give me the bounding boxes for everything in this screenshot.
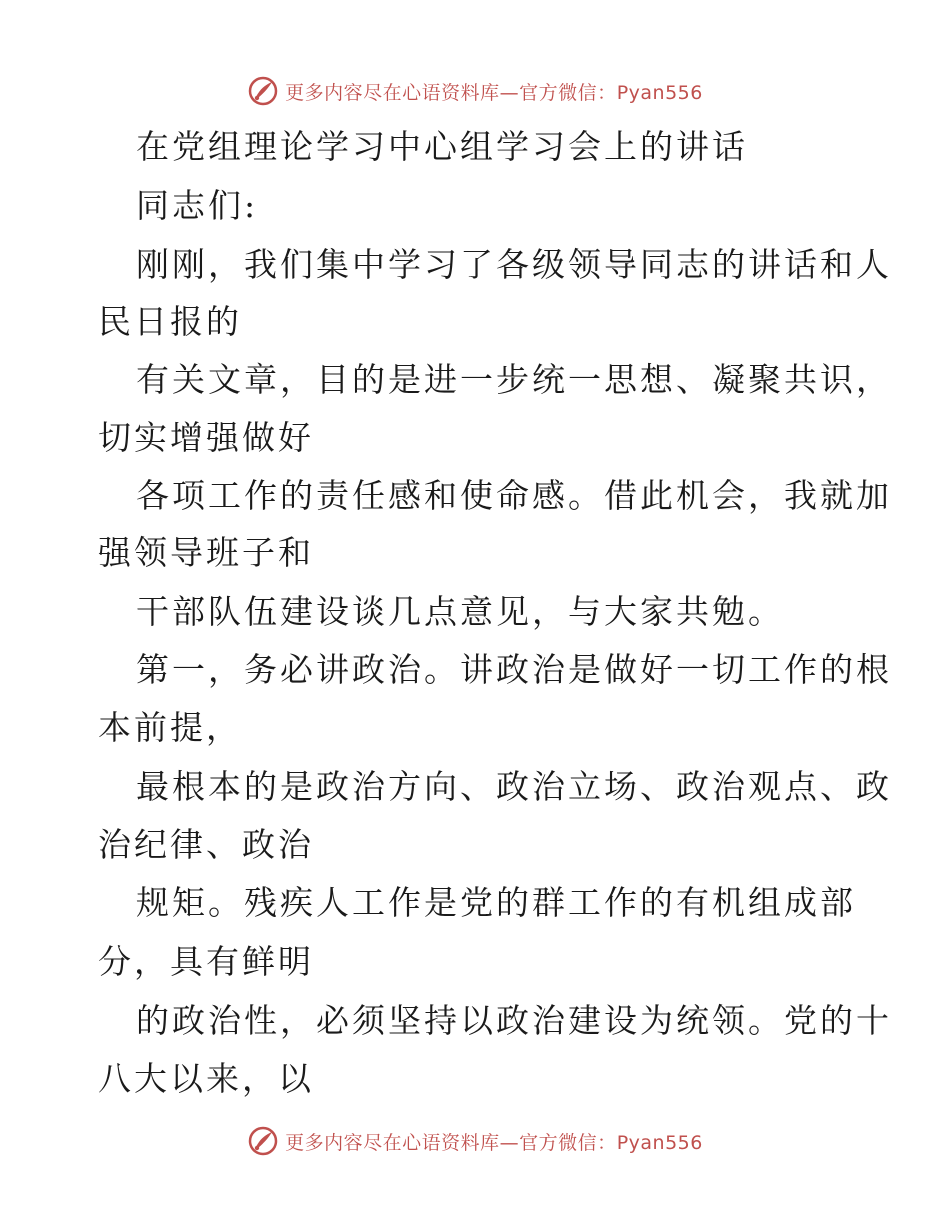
- watermark-site: 更多内容尽在心语资料库: [285, 1131, 500, 1154]
- paragraph-line: 有关文章，目的是进一步统一思想、凝聚共识，: [136, 360, 892, 399]
- watermark-text: [285, 1128, 703, 1155]
- paragraph-line: 最根本的是政治方向、政治立场、政治观点、政: [136, 767, 892, 806]
- watermark-wechat-label: 官方微信：: [519, 81, 617, 104]
- paragraph-line: 分，具有鲜明: [98, 942, 314, 981]
- salutation: 同志们:: [136, 186, 259, 225]
- paragraph-line: 本前提，: [98, 708, 242, 747]
- paragraph-line: 刚刚，我们集中学习了各级领导同志的讲话和人: [136, 245, 892, 284]
- paragraph-line: 治纪律、政治: [98, 825, 314, 864]
- footer-watermark: [0, 1121, 950, 1161]
- paragraph-line: 规矩。残疾人工作是党的群工作的有机组成部: [136, 883, 856, 922]
- paragraph-line: 各项工作的责任感和使命感。借此机会，我就加: [136, 476, 892, 515]
- brush-logo-icon: [247, 1125, 279, 1157]
- paragraph-line: 的政治性，必须坚持以政治建设为统领。党的十: [136, 1001, 892, 1040]
- paragraph-line: 切实增强做好: [98, 418, 314, 457]
- watermark-site: 更多内容尽在心语资料库: [285, 81, 500, 104]
- paragraph-line: 第一，务必讲政治。讲政治是做好一切工作的根: [136, 650, 892, 689]
- paragraph-line: 干部队伍建设谈几点意见，与大家共勉。: [136, 592, 784, 631]
- watermark-separator: —: [499, 1131, 520, 1154]
- document-title: 在党组理论学习中心组学习会上的讲话: [136, 127, 748, 166]
- paragraph-line: 八大以来，以: [98, 1059, 314, 1098]
- watermark-separator: —: [499, 81, 520, 104]
- paragraph-line: 强领导班子和: [98, 533, 314, 572]
- paragraph-line: 民日报的: [98, 302, 242, 341]
- watermark-wechat-id: Pyan556: [616, 81, 703, 104]
- watermark-wechat-id: Pyan556: [616, 1131, 703, 1154]
- watermark-wechat-label: 官方微信：: [519, 1131, 617, 1154]
